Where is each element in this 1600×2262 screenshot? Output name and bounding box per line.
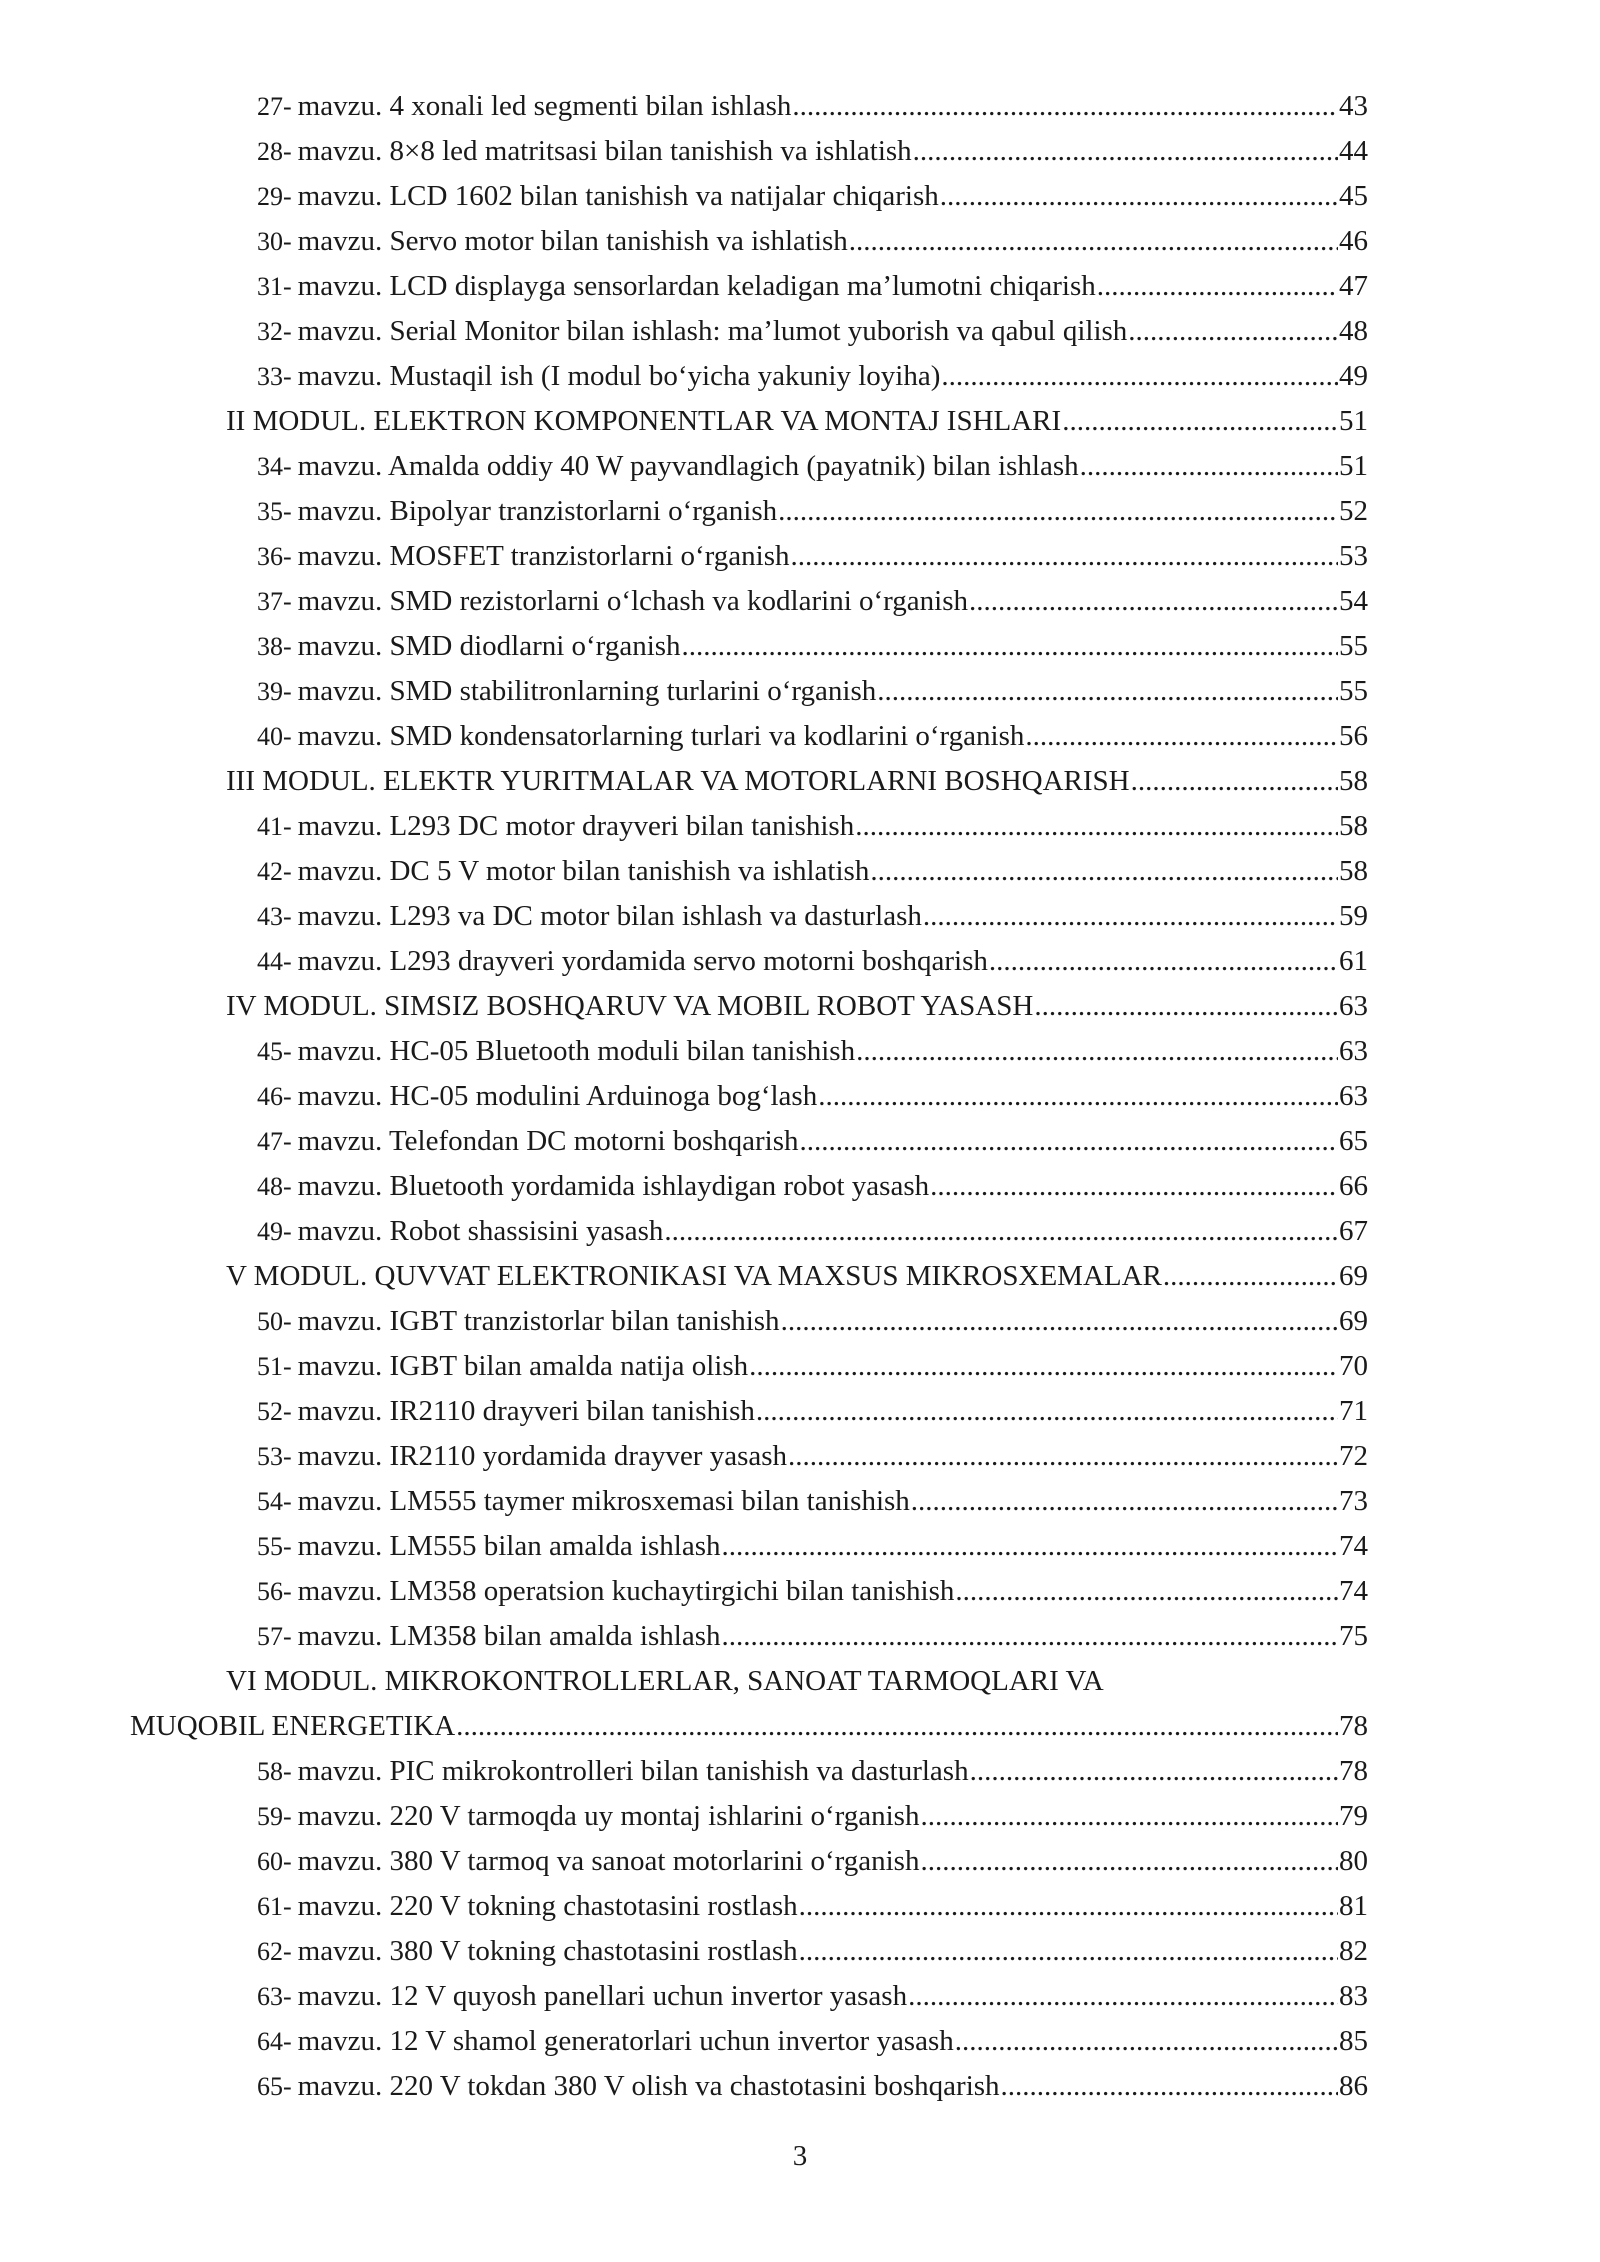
- toc-entry: [257, 84, 1368, 129]
- toc-page-number: 58: [1339, 810, 1368, 842]
- toc-page-number: 49: [1339, 360, 1368, 392]
- toc-entry: [257, 1299, 1368, 1344]
- toc-entry: [257, 849, 1368, 894]
- toc-topic-row: [0, 624, 1600, 669]
- topic-number: 38-: [257, 632, 292, 661]
- dot-leader: [664, 1209, 1338, 1254]
- dot-leader: [778, 489, 1338, 534]
- module-title: II MODUL. ELEKTRON KOMPONENTLAR VA MONTAJ ISHLARI: [226, 405, 1062, 437]
- toc-topic-row: [0, 1119, 1600, 1164]
- toc-topic-row: [0, 1749, 1600, 1794]
- toc-entry: [257, 1434, 1368, 1479]
- toc-page-number: 70: [1339, 1350, 1368, 1382]
- toc-page-number: 55: [1339, 675, 1368, 707]
- dot-leader: [1001, 2064, 1338, 2109]
- toc-topic-row: [0, 1164, 1600, 1209]
- topic-number: 60-: [257, 1847, 292, 1876]
- toc-page-number: 71: [1339, 1395, 1368, 1427]
- topic-number: 29-: [257, 182, 292, 211]
- dot-leader: [969, 579, 1338, 624]
- dot-leader: [849, 219, 1338, 264]
- dot-leader: [749, 1344, 1338, 1389]
- toc-page-number: 45: [1339, 180, 1368, 212]
- toc-topic-row: [0, 1884, 1600, 1929]
- topic-title: mavzu. Serial Monitor bilan ishlash: ma’lumot yuborish va qabul qilish: [297, 315, 1128, 347]
- page-number: 3: [792, 2140, 808, 2172]
- topic-number: 47-: [257, 1127, 292, 1156]
- toc-entry: [257, 2064, 1368, 2109]
- topic-number: 27-: [257, 92, 292, 121]
- topic-number: 56-: [257, 1577, 292, 1606]
- dot-leader: [791, 534, 1338, 579]
- toc-entry: [257, 1389, 1368, 1434]
- topic-title: mavzu. HC-05 Bluetooth moduli bilan tanishish: [297, 1035, 856, 1067]
- dot-leader: [940, 174, 1338, 219]
- toc-topic-row: [0, 1029, 1600, 1074]
- toc-topic-row: [0, 1794, 1600, 1839]
- topic-number: 50-: [257, 1307, 292, 1336]
- toc-page-number: 63: [1339, 990, 1368, 1022]
- dot-leader: [722, 1524, 1339, 1569]
- dot-leader: [1097, 264, 1338, 309]
- toc-entry: [257, 1839, 1368, 1884]
- toc-entry: [257, 669, 1368, 714]
- toc-page-number: 86: [1339, 2070, 1368, 2102]
- toc-page-number: 66: [1339, 1170, 1368, 1202]
- toc-page-number: 47: [1339, 270, 1368, 302]
- topic-title: mavzu. PIC mikrokontrolleri bilan tanishish va dasturlash: [297, 1755, 969, 1787]
- topic-title: mavzu. SMD kondensatorlarning turlari va kodlarini o‘rganish: [297, 720, 1025, 752]
- toc-entry: [257, 1344, 1368, 1389]
- toc-page-number: 69: [1339, 1305, 1368, 1337]
- dot-leader: [788, 1434, 1338, 1479]
- toc-entry: [257, 1974, 1368, 2019]
- toc-page-number: 56: [1339, 720, 1368, 752]
- toc-topic-row: [0, 804, 1600, 849]
- topic-title: mavzu. LCD 1602 bilan tanishish va natijalar chiqarish: [297, 180, 939, 212]
- toc-page-number: 83: [1339, 1980, 1368, 2012]
- toc-topic-row: [0, 129, 1600, 174]
- toc-module-row: [0, 1254, 1600, 1299]
- topic-number: 64-: [257, 2027, 292, 2056]
- toc-entry: [226, 1659, 1368, 1704]
- topic-number: 36-: [257, 542, 292, 571]
- toc-page-number: 44: [1339, 135, 1368, 167]
- topic-number: 46-: [257, 1082, 292, 1111]
- toc-topic-row: [0, 1524, 1600, 1569]
- toc-topic-row: [0, 1614, 1600, 1659]
- topic-title: mavzu. SMD stabilitronlarning turlarini o‘rganish: [297, 675, 877, 707]
- toc-entry: [257, 264, 1368, 309]
- toc-entry: [257, 1929, 1368, 1974]
- topic-number: 30-: [257, 227, 292, 256]
- topic-number: 45-: [257, 1037, 292, 1066]
- toc-entry: [257, 174, 1368, 219]
- topic-number: 31-: [257, 272, 292, 301]
- topic-title: mavzu. 380 V tokning chastotasini rostlash: [297, 1935, 798, 1967]
- toc-topic-row: [0, 2064, 1600, 2109]
- table-of-contents: [0, 84, 1600, 2109]
- toc-page-number: 69: [1339, 1260, 1368, 1292]
- toc-entry: [257, 1569, 1368, 1614]
- dot-leader: [970, 1749, 1338, 1794]
- topic-number: 52-: [257, 1397, 292, 1426]
- toc-topic-row: [0, 669, 1600, 714]
- toc-entry: [130, 1704, 1368, 1749]
- dot-leader: [877, 669, 1338, 714]
- toc-page-number: 48: [1339, 315, 1368, 347]
- toc-page-number: 53: [1339, 540, 1368, 572]
- module-title: VI MODUL. MIKROKONTROLLERLAR, SANOAT TARMOQLARI VA: [226, 1665, 1104, 1697]
- toc-entry: [257, 1749, 1368, 1794]
- topic-title: mavzu. 220 V tokdan 380 V olish va chastotasini boshqarish: [297, 2070, 1000, 2102]
- topic-number: 63-: [257, 1982, 292, 2011]
- toc-topic-row: [0, 264, 1600, 309]
- toc-entry: [257, 1524, 1368, 1569]
- dot-leader: [722, 1614, 1339, 1659]
- toc-topic-row: [0, 939, 1600, 984]
- topic-title: mavzu. 220 V tokning chastotasini rostlash: [297, 1890, 798, 1922]
- topic-title: mavzu. SMD diodlarni o‘rganish: [297, 630, 681, 662]
- toc-page-number: 73: [1339, 1485, 1368, 1517]
- topic-number: 33-: [257, 362, 292, 391]
- dot-leader: [1163, 1254, 1338, 1299]
- module-title: IV MODUL. SIMSIZ BOSHQARUV VA MOBIL ROBOT YASASH: [226, 990, 1034, 1022]
- topic-title: mavzu. L293 DC motor drayveri bilan tanishish: [297, 810, 855, 842]
- dot-leader: [920, 1839, 1338, 1884]
- toc-entry: [257, 1209, 1368, 1254]
- toc-topic-row: [0, 1074, 1600, 1119]
- topic-title: mavzu. LM358 bilan amalda ishlash: [297, 1620, 721, 1652]
- topic-number: 48-: [257, 1172, 292, 1201]
- topic-number: 49-: [257, 1217, 292, 1246]
- toc-topic-row: [0, 1209, 1600, 1254]
- toc-entry: [257, 624, 1368, 669]
- topic-number: 44-: [257, 947, 292, 976]
- topic-number: 41-: [257, 812, 292, 841]
- topic-number: 34-: [257, 452, 292, 481]
- toc-module-row: [0, 984, 1600, 1029]
- dot-leader: [955, 2019, 1338, 2064]
- toc-page-number: 74: [1339, 1575, 1368, 1607]
- topic-title: mavzu. 12 V quyosh panellari uchun invertor yasash: [297, 1980, 908, 2012]
- dot-leader: [913, 129, 1338, 174]
- topic-title: mavzu. Robot shassisini yasash: [297, 1215, 664, 1247]
- toc-entry: [257, 219, 1368, 264]
- toc-topic-row: [0, 534, 1600, 579]
- dot-leader: [855, 804, 1338, 849]
- toc-page-number: 82: [1339, 1935, 1368, 1967]
- toc-entry: [226, 399, 1368, 444]
- toc-page-number: 78: [1339, 1710, 1368, 1742]
- topic-number: 28-: [257, 137, 292, 166]
- module-title: MUQOBIL ENERGETIKA: [130, 1710, 456, 1742]
- toc-entry: [257, 1794, 1368, 1839]
- toc-entry: [257, 714, 1368, 759]
- topic-title: mavzu. MOSFET tranzistorlarni o‘rganish: [297, 540, 790, 572]
- topic-title: mavzu. IGBT bilan amalda natija olish: [297, 1350, 749, 1382]
- toc-module-row: [0, 1659, 1600, 1704]
- toc-page-number: 51: [1339, 405, 1368, 437]
- topic-number: 65-: [257, 2072, 292, 2101]
- dot-leader: [870, 849, 1338, 894]
- toc-page-number: 80: [1339, 1845, 1368, 1877]
- dot-leader: [781, 1299, 1338, 1344]
- toc-topic-row: [0, 1974, 1600, 2019]
- topic-number: 42-: [257, 857, 292, 886]
- toc-entry: [257, 1614, 1368, 1659]
- toc-topic-row: [0, 1299, 1600, 1344]
- topic-title: mavzu. 4 xonali led segmenti bilan ishlash: [297, 90, 792, 122]
- toc-entry: [257, 309, 1368, 354]
- toc-page-number: 79: [1339, 1800, 1368, 1832]
- toc-page-number: 85: [1339, 2025, 1368, 2057]
- toc-page-number: 75: [1339, 1620, 1368, 1652]
- toc-topic-row: [0, 1389, 1600, 1434]
- toc-topic-row: [0, 444, 1600, 489]
- toc-page-number: 74: [1339, 1530, 1368, 1562]
- toc-entry: [257, 939, 1368, 984]
- dot-leader: [908, 1974, 1338, 2019]
- toc-page-number: 65: [1339, 1125, 1368, 1157]
- toc-topic-row: [0, 84, 1600, 129]
- dot-leader: [930, 1164, 1338, 1209]
- topic-title: mavzu. IGBT tranzistorlar bilan tanishish: [297, 1305, 780, 1337]
- toc-page-number: 81: [1339, 1890, 1368, 1922]
- topic-title: mavzu. Telefondan DC motorni boshqarish: [297, 1125, 799, 1157]
- toc-topic-row: [0, 219, 1600, 264]
- topic-title: mavzu. 8×8 led matritsasi bilan tanishish va ishlatish: [297, 135, 912, 167]
- toc-entry: [226, 1254, 1368, 1299]
- topic-number: 32-: [257, 317, 292, 346]
- dot-leader: [941, 354, 1338, 399]
- toc-topic-row: [0, 849, 1600, 894]
- toc-page-number: 46: [1339, 225, 1368, 257]
- topic-title: mavzu. Bipolyar tranzistorlarni o‘rganish: [297, 495, 778, 527]
- toc-entry: [257, 489, 1368, 534]
- topic-number: 55-: [257, 1532, 292, 1561]
- topic-title: mavzu. HC-05 modulini Arduinoga bog‘lash: [297, 1080, 818, 1112]
- toc-module-row: [0, 759, 1600, 804]
- dot-leader: [923, 894, 1338, 939]
- topic-title: mavzu. LM555 bilan amalda ishlash: [297, 1530, 721, 1562]
- topic-title: mavzu. 380 V tarmoq va sanoat motorlarini o‘rganish: [297, 1845, 920, 1877]
- dot-leader: [1062, 399, 1338, 444]
- toc-topic-row: [0, 1929, 1600, 1974]
- dot-leader: [818, 1074, 1338, 1119]
- topic-number: 43-: [257, 902, 292, 931]
- dot-leader: [1128, 309, 1338, 354]
- toc-page-number: 54: [1339, 585, 1368, 617]
- topic-title: mavzu. 12 V shamol generatorlari uchun invertor yasash: [297, 2025, 954, 2057]
- topic-number: 54-: [257, 1487, 292, 1516]
- dot-leader: [989, 939, 1338, 984]
- toc-page-number: 52: [1339, 495, 1368, 527]
- toc-entry: [257, 894, 1368, 939]
- topic-title: mavzu. DC 5 V motor bilan tanishish va ishlatish: [297, 855, 870, 887]
- toc-module-row: [0, 399, 1600, 444]
- toc-topic-row: [0, 354, 1600, 399]
- toc-entry: [257, 1119, 1368, 1164]
- toc-page-number: 55: [1339, 630, 1368, 662]
- topic-number: 62-: [257, 1937, 292, 1966]
- toc-topic-row: [0, 489, 1600, 534]
- toc-entry: [257, 579, 1368, 624]
- toc-page-number: 63: [1339, 1080, 1368, 1112]
- topic-number: 40-: [257, 722, 292, 751]
- dot-leader: [800, 1119, 1339, 1164]
- topic-title: mavzu. SMD rezistorlarni o‘lchash va kodlarini o‘rganish: [297, 585, 968, 617]
- toc-topic-row: [0, 894, 1600, 939]
- toc-module-row-continued: [0, 1704, 1600, 1749]
- toc-page-number: 58: [1339, 765, 1368, 797]
- toc-topic-row: [0, 1839, 1600, 1884]
- dot-leader: [955, 1569, 1338, 1614]
- dot-leader: [456, 1704, 1338, 1749]
- toc-entry: [257, 1029, 1368, 1074]
- topic-title: mavzu. Bluetooth yordamida ishlaydigan robot yasash: [297, 1170, 930, 1202]
- dot-leader: [799, 1884, 1338, 1929]
- topic-number: 51-: [257, 1352, 292, 1381]
- toc-topic-row: [0, 579, 1600, 624]
- dot-leader: [1025, 714, 1338, 759]
- toc-entry: [257, 444, 1368, 489]
- toc-topic-row: [0, 1434, 1600, 1479]
- toc-entry: [257, 354, 1368, 399]
- topic-title: mavzu. L293 drayveri yordamida servo motorni boshqarish: [297, 945, 988, 977]
- dot-leader: [756, 1389, 1338, 1434]
- topic-title: mavzu. Amalda oddiy 40 W payvandlagich (payatnik) bilan ishlash: [297, 450, 1079, 482]
- toc-entry: [257, 1074, 1368, 1119]
- dot-leader: [792, 84, 1338, 129]
- topic-title: mavzu. Servo motor bilan tanishish va ishlatish: [297, 225, 848, 257]
- toc-page-number: 67: [1339, 1215, 1368, 1247]
- topic-number: 57-: [257, 1622, 292, 1651]
- toc-topic-row: [0, 1344, 1600, 1389]
- toc-page-number: 63: [1339, 1035, 1368, 1067]
- dot-leader: [1080, 444, 1338, 489]
- toc-topic-row: [0, 1569, 1600, 1614]
- toc-entry: [257, 1884, 1368, 1929]
- topic-title: mavzu. LCD displayga sensorlardan keladigan ma’lumotni chiqarish: [297, 270, 1096, 302]
- topic-title: mavzu. IR2110 drayveri bilan tanishish: [297, 1395, 755, 1427]
- dot-leader: [682, 624, 1338, 669]
- dot-leader: [1034, 984, 1338, 1029]
- toc-topic-row: [0, 714, 1600, 759]
- toc-topic-row: [0, 309, 1600, 354]
- toc-entry: [257, 534, 1368, 579]
- toc-entry: [257, 1479, 1368, 1524]
- toc-entry: [226, 759, 1368, 804]
- toc-entry: [257, 1164, 1368, 1209]
- topic-number: 61-: [257, 1892, 292, 1921]
- dot-leader: [1131, 759, 1338, 804]
- topic-title: mavzu. 220 V tarmoqda uy montaj ishlarini o‘rganish: [297, 1800, 920, 1832]
- toc-page-number: 51: [1339, 450, 1368, 482]
- toc-page-number: 43: [1339, 90, 1368, 122]
- topic-number: 59-: [257, 1802, 292, 1831]
- dot-leader: [911, 1479, 1338, 1524]
- toc-entry: [257, 804, 1368, 849]
- module-title: V MODUL. QUVVAT ELEKTRONIKASI VA MAXSUS MIKROSXEMALAR: [226, 1260, 1162, 1292]
- toc-topic-row: [0, 1479, 1600, 1524]
- topic-title: mavzu. Mustaqil ish (I modul bo‘yicha yakuniy loyiha): [297, 360, 941, 392]
- dot-leader: [920, 1794, 1338, 1839]
- toc-entry: [226, 984, 1368, 1029]
- toc-page-number: 72: [1339, 1440, 1368, 1472]
- topic-title: mavzu. IR2110 yordamida drayver yasash: [297, 1440, 788, 1472]
- topic-title: mavzu. L293 va DC motor bilan ishlash va dasturlash: [297, 900, 922, 932]
- toc-page-number: 58: [1339, 855, 1368, 887]
- topic-title: mavzu. LM555 taymer mikrosxemasi bilan tanishish: [297, 1485, 910, 1517]
- toc-topic-row: [0, 174, 1600, 219]
- module-title: III MODUL. ELEKTR YURITMALAR VA MOTORLARNI BOSHQARISH: [226, 765, 1130, 797]
- topic-number: 53-: [257, 1442, 292, 1471]
- dot-leader: [799, 1929, 1338, 1974]
- topic-number: 35-: [257, 497, 292, 526]
- topic-number: 58-: [257, 1757, 292, 1786]
- toc-entry: [257, 129, 1368, 174]
- topic-number: 37-: [257, 587, 292, 616]
- toc-page-number: 59: [1339, 900, 1368, 932]
- toc-entry: [257, 2019, 1368, 2064]
- topic-number: 39-: [257, 677, 292, 706]
- toc-page-number: 61: [1339, 945, 1368, 977]
- topic-title: mavzu. LM358 operatsion kuchaytirgichi bilan tanishish: [297, 1575, 955, 1607]
- dot-leader: [856, 1029, 1338, 1074]
- toc-topic-row: [0, 2019, 1600, 2064]
- toc-page-number: 78: [1339, 1755, 1368, 1787]
